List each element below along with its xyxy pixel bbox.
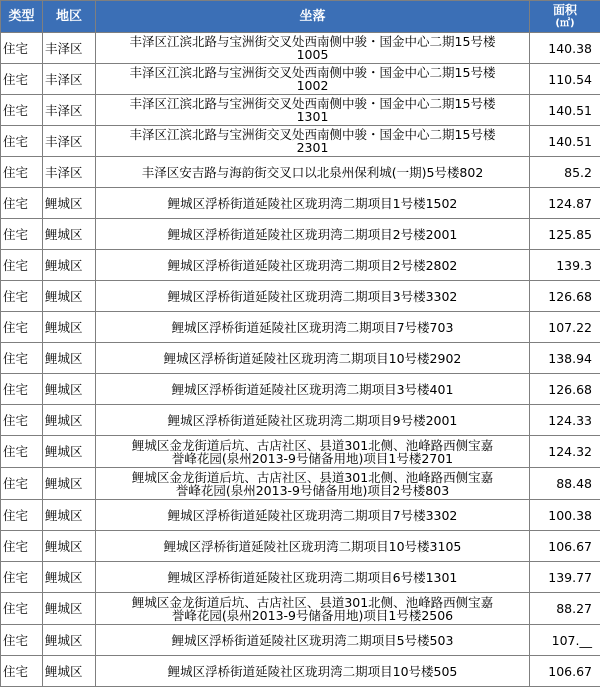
- address-line-1: 鲤城区浮桥街道延陵社区珑玥湾二期项目2号楼2802: [98, 259, 527, 272]
- cell-address: [96, 188, 530, 219]
- address-line-2: 誉峰花园(泉州2013-9号储备用地)项目1号楼2701: [98, 452, 527, 465]
- cell-area: 85.2: [530, 157, 600, 188]
- cell-area: 106.67: [530, 531, 600, 562]
- cell-type: 住宅: [1, 157, 43, 188]
- cell-area: 100.38: [530, 500, 600, 531]
- cell-address: [96, 500, 530, 531]
- table-row: [1, 312, 600, 343]
- cell-type: 住宅: [1, 531, 43, 562]
- address-line-2: 1005: [98, 48, 527, 61]
- cell-type: 住宅: [1, 95, 43, 126]
- cell-type: 住宅: [1, 500, 43, 531]
- cell-address: [96, 405, 530, 436]
- cell-address: [96, 157, 530, 188]
- cell-type: 住宅: [1, 33, 43, 64]
- cell-address: [96, 625, 530, 656]
- table-row: [1, 250, 600, 281]
- table-row: [1, 281, 600, 312]
- cell-address: [96, 468, 530, 500]
- cell-type: 住宅: [1, 281, 43, 312]
- address-line-1: 鲤城区浮桥街道延陵社区珑玥湾二期项目10号楼3105: [98, 540, 527, 553]
- address-line-1: 丰泽区江滨北路与宝洲街交叉处西南侧中骏・国金中心二期15号楼: [98, 128, 527, 141]
- cell-address: [96, 312, 530, 343]
- cell-district: 丰泽区: [43, 126, 96, 157]
- address-line-1: 丰泽区安吉路与海韵街交叉口以北泉州保利城(一期)5号楼802: [98, 166, 527, 179]
- cell-address: [96, 250, 530, 281]
- cell-district: 鲤城区: [43, 312, 96, 343]
- cell-area: 139.77: [530, 562, 600, 593]
- header-area-label: 面积: [553, 3, 577, 17]
- cell-district: 鲤城区: [43, 500, 96, 531]
- address-line-1: 鲤城区金龙街道后坑、古店社区、县道301北侧、池峰路西侧宝嘉: [98, 596, 527, 609]
- table-row: [1, 625, 600, 656]
- address-line-1: 鲤城区浮桥街道延陵社区珑玥湾二期项目10号楼2902: [98, 352, 527, 365]
- cell-area: 139.3: [530, 250, 600, 281]
- cell-type: 住宅: [1, 188, 43, 219]
- table-row: [1, 95, 600, 126]
- cell-district: 鲤城区: [43, 250, 96, 281]
- cell-district: 鲤城区: [43, 625, 96, 656]
- cell-district: 鲤城区: [43, 281, 96, 312]
- address-line-2: 1002: [98, 79, 527, 92]
- cell-area: 107.__: [530, 625, 600, 656]
- cell-address: [96, 64, 530, 95]
- cell-area: 88.48: [530, 468, 600, 500]
- table-row: [1, 562, 600, 593]
- address-line-1: 鲤城区浮桥街道延陵社区珑玥湾二期项目3号楼401: [98, 383, 527, 396]
- cell-area: 138.94: [530, 343, 600, 374]
- cell-area: 124.87: [530, 188, 600, 219]
- cell-address: [96, 656, 530, 687]
- header-area: [530, 1, 600, 33]
- table-row: [1, 500, 600, 531]
- table-row: [1, 436, 600, 468]
- cell-area: 124.33: [530, 405, 600, 436]
- table-row: [1, 405, 600, 436]
- cell-address: [96, 374, 530, 405]
- cell-type: 住宅: [1, 468, 43, 500]
- cell-district: 丰泽区: [43, 95, 96, 126]
- address-line-2: 誉峰花园(泉州2013-9号储备用地)项目2号楼803: [98, 484, 527, 497]
- cell-address: [96, 281, 530, 312]
- cell-type: 住宅: [1, 64, 43, 95]
- cell-district: 鲤城区: [43, 374, 96, 405]
- address-line-1: 鲤城区浮桥街道延陵社区珑玥湾二期项目6号楼1301: [98, 571, 527, 584]
- header-area-unit: (㎡): [532, 17, 598, 30]
- address-line-1: 丰泽区江滨北路与宝洲街交叉处西南侧中骏・国金中心二期15号楼: [98, 35, 527, 48]
- cell-type: 住宅: [1, 374, 43, 405]
- cell-type: 住宅: [1, 436, 43, 468]
- address-line-1: 鲤城区浮桥街道延陵社区珑玥湾二期项目10号楼505: [98, 665, 527, 678]
- cell-area: 126.68: [530, 281, 600, 312]
- cell-address: [96, 531, 530, 562]
- address-line-1: 丰泽区江滨北路与宝洲街交叉处西南侧中骏・国金中心二期15号楼: [98, 66, 527, 79]
- cell-type: 住宅: [1, 126, 43, 157]
- cell-type: 住宅: [1, 343, 43, 374]
- cell-address: [96, 436, 530, 468]
- address-line-2: 2301: [98, 141, 527, 154]
- cell-district: 鲤城区: [43, 188, 96, 219]
- header-address: 坐落: [96, 1, 530, 33]
- table-row: [1, 157, 600, 188]
- cell-area: 107.22: [530, 312, 600, 343]
- header-row: [1, 1, 600, 33]
- address-line-1: 鲤城区浮桥街道延陵社区珑玥湾二期项目2号楼2001: [98, 228, 527, 241]
- cell-type: 住宅: [1, 562, 43, 593]
- cell-district: 丰泽区: [43, 64, 96, 95]
- cell-district: 丰泽区: [43, 33, 96, 64]
- cell-type: 住宅: [1, 312, 43, 343]
- address-line-1: 鲤城区浮桥街道延陵社区珑玥湾二期项目5号楼503: [98, 634, 527, 647]
- header-district: 地区: [43, 1, 96, 33]
- cell-area: 140.51: [530, 95, 600, 126]
- table-row: [1, 593, 600, 625]
- cell-district: 鲤城区: [43, 531, 96, 562]
- address-line-1: 鲤城区浮桥街道延陵社区珑玥湾二期项目9号楼2001: [98, 414, 527, 427]
- cell-type: 住宅: [1, 625, 43, 656]
- table-row: [1, 33, 600, 64]
- cell-district: 鲤城区: [43, 219, 96, 250]
- cell-address: [96, 219, 530, 250]
- cell-area: 110.54: [530, 64, 600, 95]
- cell-district: 鲤城区: [43, 468, 96, 500]
- cell-area: 126.68: [530, 374, 600, 405]
- table-row: [1, 656, 600, 687]
- address-line-2: 1301: [98, 110, 527, 123]
- address-line-1: 鲤城区浮桥街道延陵社区珑玥湾二期项目1号楼1502: [98, 197, 527, 210]
- cell-address: [96, 343, 530, 374]
- cell-address: [96, 593, 530, 625]
- cell-district: 鲤城区: [43, 562, 96, 593]
- cell-address: [96, 33, 530, 64]
- cell-area: 106.67: [530, 656, 600, 687]
- cell-address: [96, 126, 530, 157]
- address-line-1: 鲤城区浮桥街道延陵社区珑玥湾二期项目7号楼703: [98, 321, 527, 334]
- cell-district: 鲤城区: [43, 656, 96, 687]
- address-line-1: 丰泽区江滨北路与宝洲街交叉处西南侧中骏・国金中心二期15号楼: [98, 97, 527, 110]
- cell-type: 住宅: [1, 593, 43, 625]
- address-line-2: 誉峰花园(泉州2013-9号储备用地)项目1号楼2506: [98, 609, 527, 622]
- header-type: 类型: [1, 1, 43, 33]
- table-row: [1, 219, 600, 250]
- cell-type: 住宅: [1, 250, 43, 281]
- cell-type: 住宅: [1, 656, 43, 687]
- cell-district: 丰泽区: [43, 157, 96, 188]
- address-line-1: 鲤城区金龙街道后坑、古店社区、县道301北侧、池峰路西侧宝嘉: [98, 439, 527, 452]
- table-row: [1, 64, 600, 95]
- table-row: [1, 343, 600, 374]
- table-row: [1, 188, 600, 219]
- cell-district: 鲤城区: [43, 343, 96, 374]
- cell-address: [96, 562, 530, 593]
- cell-address: [96, 95, 530, 126]
- cell-area: 124.32: [530, 436, 600, 468]
- cell-district: 鲤城区: [43, 405, 96, 436]
- address-line-1: 鲤城区金龙街道后坑、古店社区、县道301北侧、池峰路西侧宝嘉: [98, 471, 527, 484]
- address-line-1: 鲤城区浮桥街道延陵社区珑玥湾二期项目3号楼3302: [98, 290, 527, 303]
- cell-area: 140.38: [530, 33, 600, 64]
- address-line-1: 鲤城区浮桥街道延陵社区珑玥湾二期项目7号楼3302: [98, 509, 527, 522]
- cell-area: 88.27: [530, 593, 600, 625]
- table-row: [1, 374, 600, 405]
- table-body: [1, 33, 600, 687]
- cell-type: 住宅: [1, 219, 43, 250]
- table-row: [1, 468, 600, 500]
- cell-district: 鲤城区: [43, 436, 96, 468]
- cell-district: 鲤城区: [43, 593, 96, 625]
- cell-type: 住宅: [1, 405, 43, 436]
- cell-area: 140.51: [530, 126, 600, 157]
- table-row: [1, 126, 600, 157]
- table-row: [1, 531, 600, 562]
- cell-area: 125.85: [530, 219, 600, 250]
